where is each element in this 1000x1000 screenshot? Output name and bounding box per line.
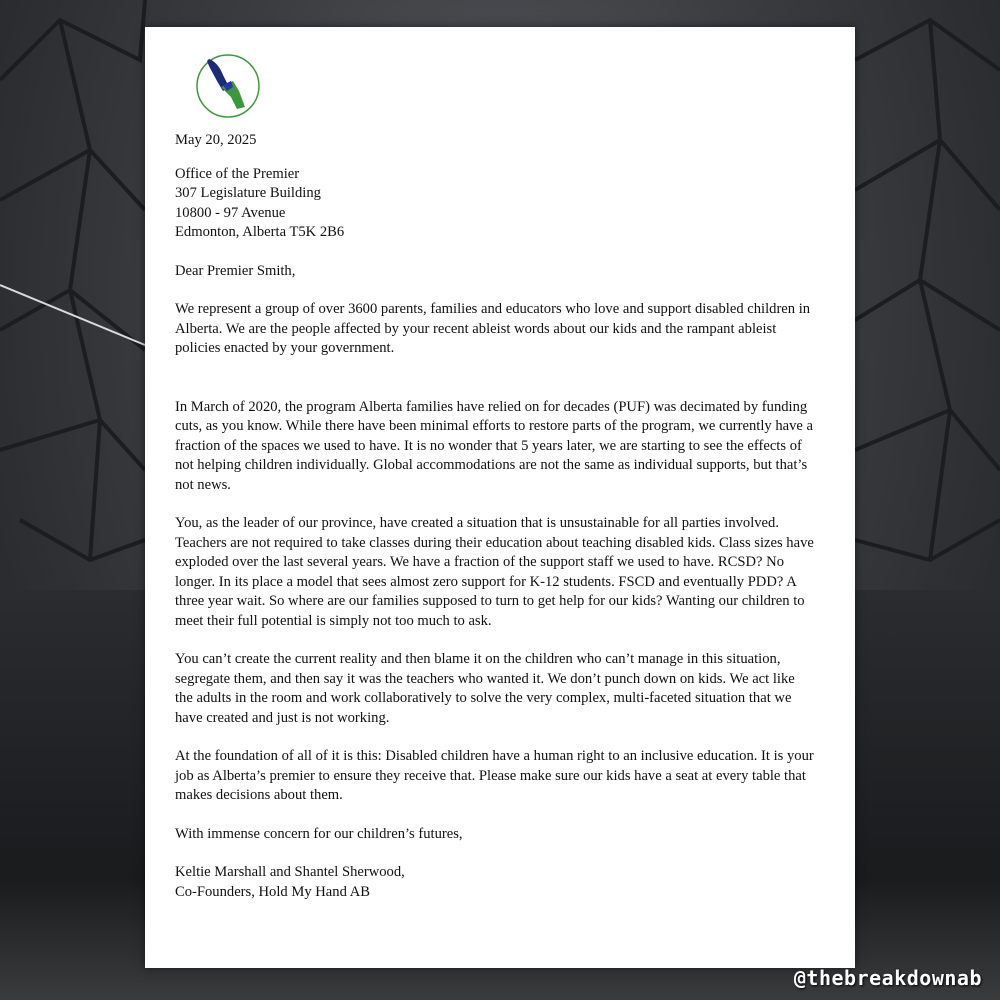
address-line: 307 Legislature Building (175, 185, 321, 201)
paragraph-leader: You, as the leader of our province, have created a situation that is unsustainable for all parties involved. Teachers are not required to take classes during their education about teaching disabled kids. Class sizes have exploded over the last several years. We have a fraction of the support staff we used to have. RCSD? No longer. In its place a model that sees almost zero support for K-12 students. FSCD and eventually PDD? A three year wait. So where are our families supposed to turn to get help for our kids? Wanting our children to meet their full potential is simply not too much to ask. (175, 515, 814, 629)
closing-line: With immense concern for our children’s futures, (175, 825, 463, 842)
recipient-address (175, 165, 815, 243)
address-line: Edmonton, Alberta T5K 2B6 (175, 224, 345, 240)
letter-body (175, 131, 815, 902)
watermark-handle: @thebreakdownab (793, 966, 982, 990)
letter-page (145, 27, 855, 968)
logo-graphic (193, 51, 263, 121)
paragraph-puf: In March of 2020, the program Alberta families have relied on for decades (PUF) was decimated by funding cuts, as you know. While there have been minimal efforts to restore parts of the program, we currently have a fraction of the spaces we used to have. It is no wonder that 5 years later, we are starting to see the effects of not helping children individually. Global accommodations are not the same as individual supports, but that’s not news. (175, 398, 813, 493)
paragraph-foundation: At the foundation of all of it is this: Disabled children have a human right to an inclusive education. It is your job as Alberta’s premier to ensure they receive that. Please make sure our kids have a seat at every table that makes decisions about them. (175, 748, 814, 803)
hold-my-hand-logo (193, 51, 263, 121)
paragraph-reality: You can’t create the current reality and then blame it on the children who can’t manage in this situation, segregate them, and then say it was the teachers who wanted it. We don’t punch down on kids. We act like the adults in the room and work collaboratively to solve the very complex, multi-faceted situation that we have created and just is not working. (175, 651, 795, 726)
paragraph-intro: We represent a group of over 3600 parents, families and educators who love and support disabled children in Alberta. We are the people affected by your recent ableist words about our kids and the rampant ableist policies enacted by your government. (175, 301, 811, 356)
address-line: Office of the Premier (175, 165, 300, 182)
salutation: Dear Premier Smith, (175, 262, 296, 279)
address-line: 10800 - 97 Avenue (175, 204, 286, 221)
signature-block (175, 863, 815, 902)
letter-date: May 20, 2025 (175, 132, 257, 148)
signature-names: Keltie Marshall and Shantel Sherwood, (175, 864, 405, 880)
signature-title: Co-Founders, Hold My Hand AB (175, 883, 370, 900)
